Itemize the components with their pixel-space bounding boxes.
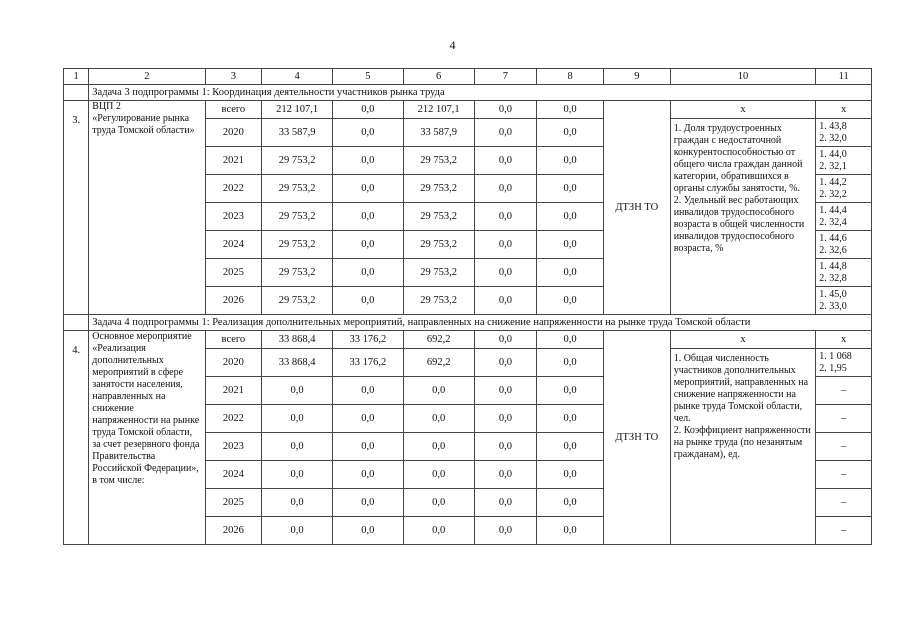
col-header: 6 bbox=[403, 69, 474, 85]
local-cell: 0,0 bbox=[474, 175, 537, 203]
local-cell: 0,0 bbox=[474, 461, 537, 489]
year-cell: 2024 bbox=[205, 461, 262, 489]
section-spacer bbox=[64, 315, 89, 331]
federal-cell: 33 176,2 bbox=[332, 331, 403, 349]
regional-cell: 0,0 bbox=[403, 405, 474, 433]
indicator-value-cell: 1. 44,4 2. 32,4 bbox=[816, 203, 872, 231]
regional-cell: 0,0 bbox=[403, 517, 474, 545]
federal-cell: 0,0 bbox=[332, 433, 403, 461]
federal-cell: 0,0 bbox=[332, 405, 403, 433]
col-header: 5 bbox=[332, 69, 403, 85]
year-cell: 2023 bbox=[205, 203, 262, 231]
federal-cell: 0,0 bbox=[332, 287, 403, 315]
federal-cell: 0,0 bbox=[332, 259, 403, 287]
local-cell: 0,0 bbox=[474, 349, 537, 377]
indicator-value-cell: х bbox=[816, 101, 872, 119]
local-cell: 0,0 bbox=[474, 433, 537, 461]
year-cell: 2024 bbox=[205, 231, 262, 259]
col-header: 10 bbox=[670, 69, 816, 85]
other-cell: 0,0 bbox=[537, 175, 604, 203]
local-cell: 0,0 bbox=[474, 259, 537, 287]
year-cell: 2021 bbox=[205, 377, 262, 405]
regional-cell: 692,2 bbox=[403, 349, 474, 377]
other-cell: 0,0 bbox=[537, 101, 604, 119]
local-cell: 0,0 bbox=[474, 101, 537, 119]
total-cell: 33 587,9 bbox=[262, 119, 333, 147]
indicator-value-cell: 1. 1 068 2. 1,95 bbox=[816, 349, 872, 377]
indicator-value-cell: 1. 44,2 2. 32,2 bbox=[816, 175, 872, 203]
other-cell: 0,0 bbox=[537, 331, 604, 349]
regional-cell: 0,0 bbox=[403, 489, 474, 517]
other-cell: 0,0 bbox=[537, 119, 604, 147]
local-cell: 0,0 bbox=[474, 231, 537, 259]
indicator-value-cell: – bbox=[816, 405, 872, 433]
other-cell: 0,0 bbox=[537, 349, 604, 377]
federal-cell: 0,0 bbox=[332, 461, 403, 489]
total-cell: 29 753,2 bbox=[262, 175, 333, 203]
measure-name: Основное мероприятие «Реализация дополнительных мероприятий в сфере занятости населения, направленных на снижение напряженности на рынке труда Томской области, за счет резервного фонда Правительства Российской Федерации», в том числе: bbox=[89, 331, 205, 545]
regional-cell: 29 753,2 bbox=[403, 175, 474, 203]
row-number: 3. bbox=[64, 101, 89, 315]
federal-cell: 33 176,2 bbox=[332, 349, 403, 377]
other-cell: 0,0 bbox=[537, 377, 604, 405]
year-cell: 2026 bbox=[205, 517, 262, 545]
local-cell: 0,0 bbox=[474, 147, 537, 175]
total-cell: 29 753,2 bbox=[262, 287, 333, 315]
regional-cell: 29 753,2 bbox=[403, 203, 474, 231]
regional-cell: 0,0 bbox=[403, 433, 474, 461]
regional-cell: 29 753,2 bbox=[403, 287, 474, 315]
other-cell: 0,0 bbox=[537, 517, 604, 545]
regional-cell: 0,0 bbox=[403, 461, 474, 489]
indicators-cell: 1. Доля трудоустроенных граждан с недостаточной конкурентоспособностью от общего числа граждан данной категории, обратившихся в органы службы занятости, %. 2. Удельный вес работающих инвалидов трудоспособного возраста в общей численности инвалидов трудоспособного возраста, % bbox=[670, 119, 816, 315]
executor-cell: ДТЗН ТО bbox=[603, 101, 670, 315]
local-cell: 0,0 bbox=[474, 119, 537, 147]
federal-cell: 0,0 bbox=[332, 147, 403, 175]
other-cell: 0,0 bbox=[537, 259, 604, 287]
indicator-value-cell: х bbox=[816, 331, 872, 349]
regional-cell: 29 753,2 bbox=[403, 147, 474, 175]
indicator-value-cell: 1. 44,0 2. 32,1 bbox=[816, 147, 872, 175]
total-cell: 29 753,2 bbox=[262, 259, 333, 287]
row-number: 4. bbox=[64, 331, 89, 545]
indicator-value-cell: – bbox=[816, 433, 872, 461]
other-cell: 0,0 bbox=[537, 147, 604, 175]
year-cell: 2026 bbox=[205, 287, 262, 315]
federal-cell: 0,0 bbox=[332, 231, 403, 259]
federal-cell: 0,0 bbox=[332, 517, 403, 545]
section-spacer bbox=[64, 85, 89, 101]
regional-cell: 29 753,2 bbox=[403, 259, 474, 287]
indicator-value-cell: – bbox=[816, 489, 872, 517]
section-row bbox=[64, 315, 872, 331]
page-number: 4 bbox=[449, 38, 456, 52]
indicators-cell: 1. Общая численность участников дополнительных мероприятий, направленных на снижение напряженности на рынке труда Томской области, чел. 2. Коэффициент напряженности на рынке труда (по незанятым гражданам), ед. bbox=[670, 349, 816, 545]
col-header: 1 bbox=[64, 69, 89, 85]
table-body bbox=[64, 69, 872, 545]
federal-cell: 0,0 bbox=[332, 489, 403, 517]
local-cell: 0,0 bbox=[474, 287, 537, 315]
indicator-header-cell: х bbox=[670, 101, 816, 119]
executor-cell: ДТЗН ТО bbox=[603, 331, 670, 545]
total-cell: 29 753,2 bbox=[262, 231, 333, 259]
local-cell: 0,0 bbox=[474, 405, 537, 433]
year-cell: 2021 bbox=[205, 147, 262, 175]
local-cell: 0,0 bbox=[474, 377, 537, 405]
col-header: 11 bbox=[816, 69, 872, 85]
regional-cell: 0,0 bbox=[403, 377, 474, 405]
other-cell: 0,0 bbox=[537, 231, 604, 259]
indicator-value-cell: 1. 45,0 2. 33,0 bbox=[816, 287, 872, 315]
col-header: 9 bbox=[603, 69, 670, 85]
regional-cell: 29 753,2 bbox=[403, 231, 474, 259]
indicator-value-cell: – bbox=[816, 377, 872, 405]
indicator-value-cell: 1. 44,6 2. 32,6 bbox=[816, 231, 872, 259]
section-title: Задача 3 подпрограммы 1: Координация деятельности участников рынка труда bbox=[89, 85, 872, 101]
total-cell: 33 868,4 bbox=[262, 331, 333, 349]
measure-name: ВЦП 2 «Регулирование рынка труда Томской области» bbox=[89, 101, 205, 315]
other-cell: 0,0 bbox=[537, 489, 604, 517]
section-title: Задача 4 подпрограммы 1: Реализация дополнительных мероприятий, направленных на снижение напряженности на рынке труда Томской области bbox=[89, 315, 872, 331]
year-cell: 2022 bbox=[205, 175, 262, 203]
year-cell: 2025 bbox=[205, 489, 262, 517]
table-row bbox=[64, 331, 872, 349]
col-header: 7 bbox=[474, 69, 537, 85]
section-row bbox=[64, 85, 872, 101]
other-cell: 0,0 bbox=[537, 203, 604, 231]
local-cell: 0,0 bbox=[474, 331, 537, 349]
year-cell: 2023 bbox=[205, 433, 262, 461]
total-cell: 212 107,1 bbox=[262, 101, 333, 119]
col-header: 8 bbox=[537, 69, 604, 85]
indicator-value-cell: – bbox=[816, 461, 872, 489]
year-cell: 2025 bbox=[205, 259, 262, 287]
program-table bbox=[63, 68, 872, 545]
local-cell: 0,0 bbox=[474, 517, 537, 545]
indicator-value-cell: 1. 43,8 2. 32,0 bbox=[816, 119, 872, 147]
total-cell: 29 753,2 bbox=[262, 203, 333, 231]
indicator-header-cell: х bbox=[670, 331, 816, 349]
federal-cell: 0,0 bbox=[332, 203, 403, 231]
regional-cell: 692,2 bbox=[403, 331, 474, 349]
other-cell: 0,0 bbox=[537, 405, 604, 433]
local-cell: 0,0 bbox=[474, 203, 537, 231]
total-cell: 0,0 bbox=[262, 489, 333, 517]
year-cell: 2022 bbox=[205, 405, 262, 433]
year-cell: всего bbox=[205, 331, 262, 349]
year-cell: всего bbox=[205, 101, 262, 119]
indicator-value-cell: – bbox=[816, 517, 872, 545]
total-cell: 29 753,2 bbox=[262, 147, 333, 175]
col-header: 2 bbox=[89, 69, 205, 85]
total-cell: 0,0 bbox=[262, 377, 333, 405]
other-cell: 0,0 bbox=[537, 433, 604, 461]
year-cell: 2020 bbox=[205, 119, 262, 147]
total-cell: 0,0 bbox=[262, 517, 333, 545]
total-cell: 33 868,4 bbox=[262, 349, 333, 377]
indicator-value-cell: 1. 44,8 2. 32,8 bbox=[816, 259, 872, 287]
year-cell: 2020 bbox=[205, 349, 262, 377]
header-row bbox=[64, 69, 872, 85]
other-cell: 0,0 bbox=[537, 461, 604, 489]
regional-cell: 33 587,9 bbox=[403, 119, 474, 147]
total-cell: 0,0 bbox=[262, 405, 333, 433]
col-header: 4 bbox=[262, 69, 333, 85]
federal-cell: 0,0 bbox=[332, 377, 403, 405]
local-cell: 0,0 bbox=[474, 489, 537, 517]
total-cell: 0,0 bbox=[262, 461, 333, 489]
federal-cell: 0,0 bbox=[332, 175, 403, 203]
col-header: 3 bbox=[205, 69, 262, 85]
federal-cell: 0,0 bbox=[332, 101, 403, 119]
federal-cell: 0,0 bbox=[332, 119, 403, 147]
table-row bbox=[64, 101, 872, 119]
other-cell: 0,0 bbox=[537, 287, 604, 315]
regional-cell: 212 107,1 bbox=[403, 101, 474, 119]
total-cell: 0,0 bbox=[262, 433, 333, 461]
